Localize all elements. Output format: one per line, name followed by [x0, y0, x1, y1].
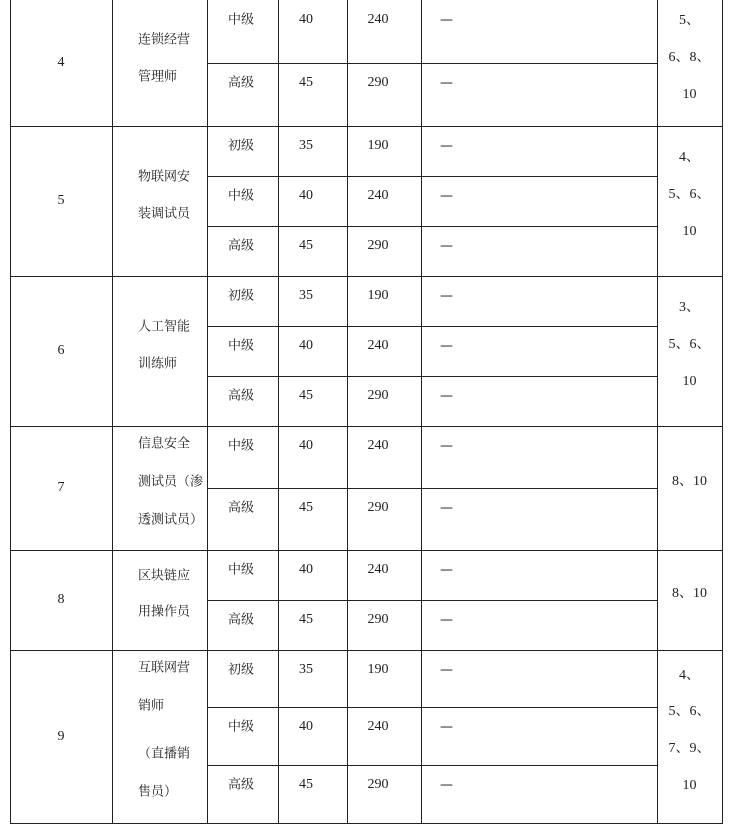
- level-label: 高级: [228, 500, 255, 516]
- level-label: 高级: [228, 388, 255, 404]
- occupation-title-line: 测试员（渗: [138, 474, 204, 490]
- dash-mark: —: [440, 562, 453, 578]
- occupation-title-line: 人工智能: [138, 319, 191, 335]
- occupation-title-line: 连锁经营: [138, 32, 191, 48]
- refs-line: 10: [682, 374, 697, 389]
- row-number: 5: [57, 193, 65, 208]
- hours-value: 45: [299, 238, 313, 253]
- hours-value: 45: [299, 612, 313, 627]
- hours-value: 45: [299, 75, 313, 90]
- hours-value: 40: [299, 338, 313, 353]
- level-label: 中级: [228, 438, 255, 454]
- vertical-border: [207, 0, 208, 824]
- refs-line: 10: [682, 224, 697, 239]
- refs-line: 7、9、: [668, 741, 711, 756]
- row-number: 4: [57, 55, 65, 70]
- refs-line: 4、: [679, 668, 700, 683]
- level-label: 中级: [228, 188, 255, 204]
- hours-value: 40: [299, 438, 313, 453]
- level-label: 初级: [228, 662, 255, 678]
- vertical-border: [278, 0, 279, 824]
- vertical-border: [347, 0, 348, 824]
- dash-mark: —: [440, 12, 453, 28]
- level-label: 高级: [228, 75, 255, 91]
- dash-mark: —: [440, 719, 453, 735]
- row-number: 8: [57, 592, 65, 607]
- subrow-divider: [207, 63, 657, 64]
- refs-line: 6、8、: [668, 50, 711, 65]
- vertical-border: [10, 0, 11, 824]
- fee-value: 290: [367, 75, 389, 90]
- fee-value: 290: [367, 500, 389, 515]
- subrow-divider: [207, 326, 657, 327]
- fee-value: 240: [367, 338, 389, 353]
- vertical-border: [421, 0, 422, 824]
- row-number: 6: [57, 343, 65, 358]
- dash-mark: —: [440, 500, 453, 516]
- row-number: 9: [57, 728, 65, 744]
- subrow-divider: [207, 226, 657, 227]
- dash-mark: —: [440, 138, 453, 154]
- refs-line: 5、6、: [668, 704, 711, 719]
- refs-line: 3、: [679, 300, 700, 315]
- occupation-title-line: 信息安全: [138, 436, 191, 452]
- fee-value: 290: [367, 612, 389, 627]
- refs-line: 8、10: [672, 586, 707, 601]
- occupation-title-line: 区块链应: [138, 568, 191, 584]
- subrow-divider: [207, 707, 657, 708]
- dash-mark: —: [440, 777, 453, 793]
- hours-value: 40: [299, 12, 313, 27]
- level-label: 中级: [228, 12, 255, 28]
- occupation-title-line: 训练师: [138, 356, 178, 372]
- occupation-title-line: 销师: [138, 698, 165, 714]
- occupation-title-line: 装调试员: [138, 206, 191, 222]
- fee-value: 240: [367, 562, 389, 577]
- fee-value: 240: [367, 438, 389, 453]
- occupation-title-line: 管理师: [138, 69, 178, 85]
- fee-value: 190: [367, 662, 389, 677]
- level-label: 高级: [228, 238, 255, 254]
- level-label: 中级: [228, 719, 255, 735]
- fee-value: 240: [367, 188, 389, 203]
- occupation-title-line: 物联网安: [138, 169, 191, 185]
- fee-value: 290: [367, 388, 389, 403]
- occupation-title-line: 透测试员）: [138, 512, 204, 528]
- hours-value: 45: [299, 500, 313, 515]
- occupation-title-line: （直播销: [138, 746, 191, 762]
- fee-value: 190: [367, 288, 389, 303]
- occupation-title-line: 售员）: [138, 784, 178, 800]
- dash-mark: —: [440, 338, 453, 354]
- vertical-border: [657, 0, 658, 824]
- dash-mark: —: [440, 662, 453, 678]
- dash-mark: —: [440, 438, 453, 454]
- row-divider: [10, 550, 723, 551]
- subrow-divider: [207, 765, 657, 766]
- subrow-divider: [207, 376, 657, 377]
- hours-value: 40: [299, 562, 313, 577]
- hours-value: 35: [299, 288, 313, 303]
- fee-value: 290: [367, 238, 389, 253]
- vertical-border: [112, 0, 113, 824]
- hours-value: 40: [299, 188, 313, 203]
- occupation-title-line: 互联网营: [138, 660, 191, 676]
- dash-mark: —: [440, 388, 453, 404]
- fee-value: 190: [367, 138, 389, 153]
- refs-line: 5、6、: [668, 187, 711, 202]
- fee-value: 240: [367, 12, 389, 27]
- hours-value: 35: [299, 138, 313, 153]
- subrow-divider: [207, 600, 657, 601]
- fee-value: 240: [367, 719, 389, 734]
- subrow-divider: [207, 176, 657, 177]
- occupation-title-line: 用操作员: [138, 604, 191, 620]
- subrow-divider: [207, 488, 657, 489]
- level-label: 中级: [228, 338, 255, 354]
- row-divider: [10, 126, 723, 127]
- fee-value: 290: [367, 777, 389, 792]
- row-divider: [10, 426, 723, 427]
- refs-line: 8、10: [672, 474, 707, 489]
- refs-line: 5、: [679, 13, 700, 28]
- dash-mark: —: [440, 238, 453, 254]
- hours-value: 40: [299, 719, 313, 734]
- hours-value: 35: [299, 662, 313, 677]
- dash-mark: —: [440, 188, 453, 204]
- level-label: 初级: [228, 138, 255, 154]
- dash-mark: —: [440, 612, 453, 628]
- vertical-border: [722, 0, 723, 824]
- level-label: 高级: [228, 777, 255, 793]
- row-divider: [10, 276, 723, 277]
- dash-mark: —: [440, 288, 453, 304]
- refs-line: 10: [682, 778, 697, 793]
- hours-value: 45: [299, 777, 313, 792]
- dash-mark: —: [440, 75, 453, 91]
- level-label: 高级: [228, 612, 255, 628]
- level-label: 中级: [228, 562, 255, 578]
- level-label: 初级: [228, 288, 255, 304]
- refs-line: 10: [682, 87, 697, 102]
- hours-value: 45: [299, 388, 313, 403]
- refs-line: 5、6、: [668, 337, 711, 352]
- row-divider: [10, 650, 723, 651]
- row-number: 7: [57, 480, 65, 495]
- refs-line: 4、: [679, 150, 700, 165]
